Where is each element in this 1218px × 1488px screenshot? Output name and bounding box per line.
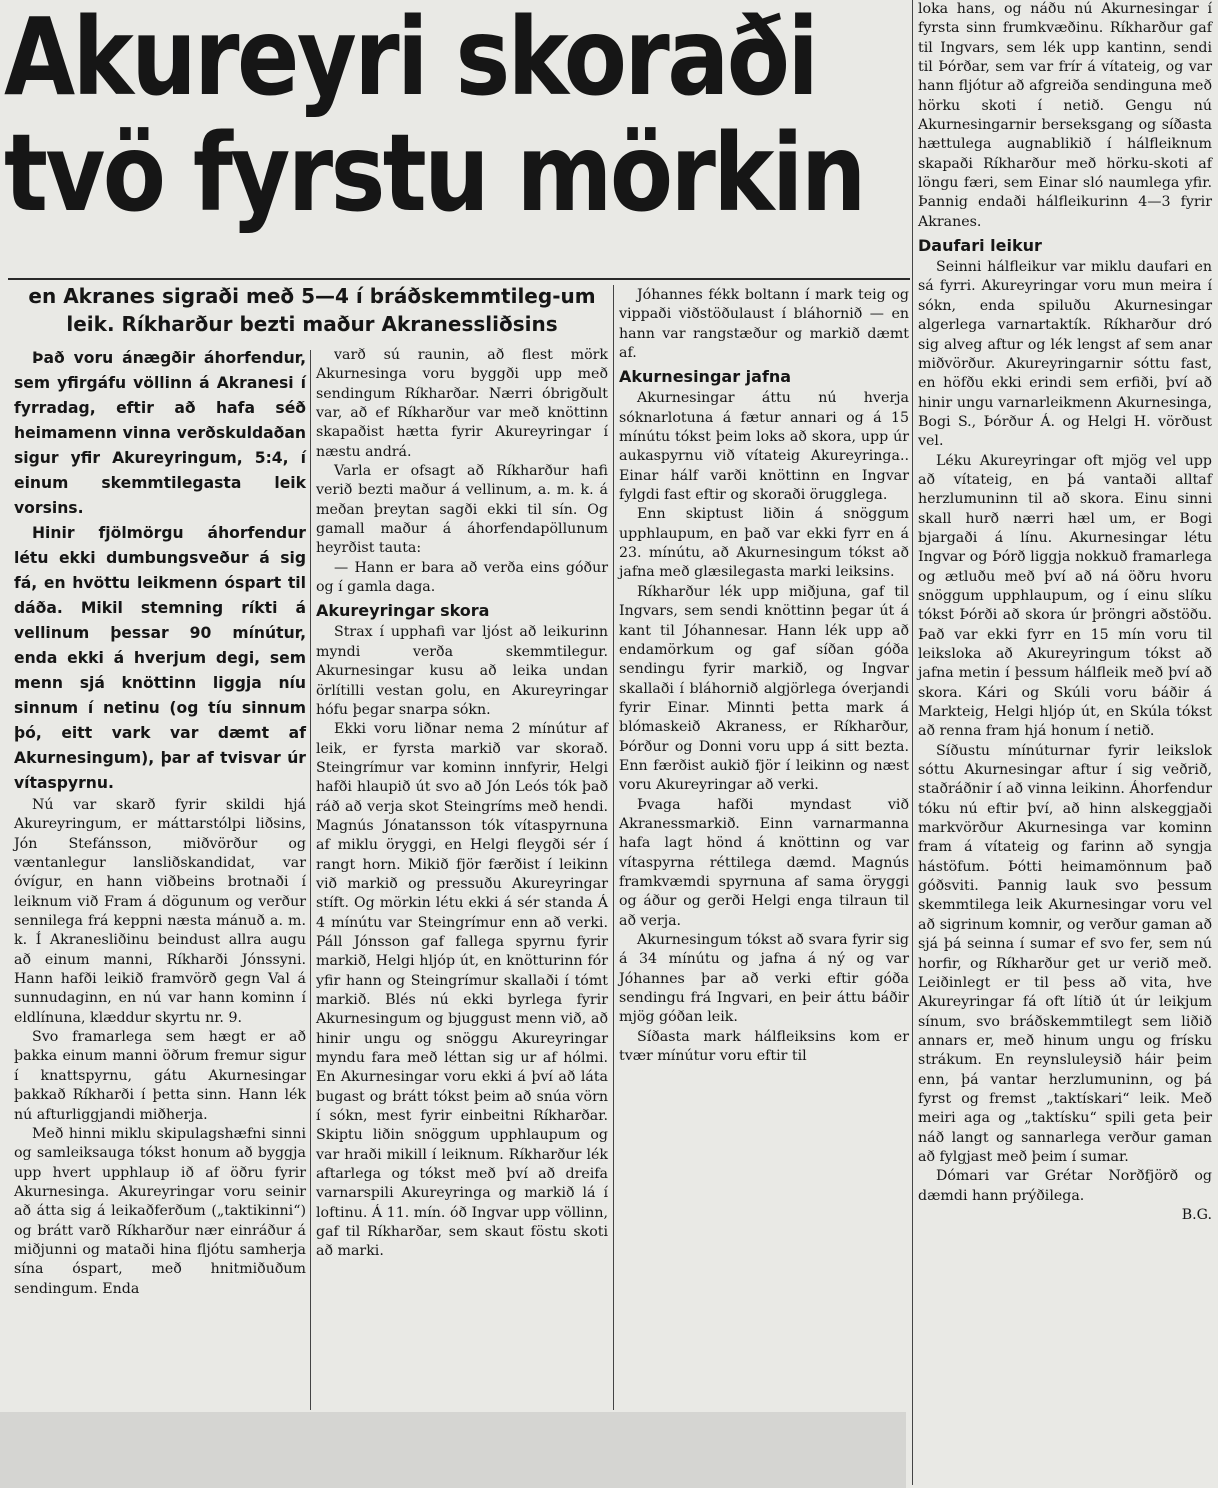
paragraph: Dómari var Grétar Norðfjörð og dæmdi hann prýðilega. [918, 1168, 1212, 1204]
paragraph: Ekki voru liðnar nema 2 mínútur af leik, er fyrsta markið var skorað. Steingrímur var kominn innfyrir, Helgi hafði hlaupið út svo að Jón Leós tók það ráð að verja skot Steingríms með hendi. Magnús Jónatansson tók vítaspyrnuna af miklu öryggi, en Helgi fleygði sér í rangt horn. Mikið fjör færðist í leikinn við markið og pressuðu Akureyringar stíft. Og mörkin létu ekki á sér standa Á 4 mínútu var Steingrímur enn að verki. Páll Jónsson gaf fallega spyrnu fyrir markið, Helgi hljóp út, en knötturinn fór yfir hann og Steingrímur skallaði í tómt markið. Blés nú ekki byrlega fyrir Akurnesingum og bjuggust menn við, að hinir ungu og snöggu Akureyringar myndu fara með léttan sig ur af hólmi. En Akurnesingar voru ekki á því að láta bugast og brátt tókst þeim að snúa vörn í sókn, mest fyrir einbeitni Ríkharðar. Skiptu liðin snöggum upphlaupum og var hraði mikill í leiknum. Ríkharður lék aftarlega og tókst með því að dreifa varnarspili Akureyringa og markið lá í loftinu. Á 11. mín. óð Ingvar upp völlinn, gaf til Ríkharðar, sem skaut föstu skoti að marki. [316, 721, 608, 1260]
section-heading-akureyringar-skora: Akureyringar skora [316, 601, 490, 621]
headline-line-2: tvö fyrstu mörkin [4, 112, 864, 236]
column-2 [316, 346, 608, 1262]
column-3 [619, 286, 909, 1066]
subheadline: en Akranes sigraði með 5—4 í bráðskemmtileg-um leik. Ríkharður bezti maður Akranessliðsins [28, 284, 596, 336]
headline-line-1: Akureyri skoraði [4, 0, 817, 120]
paragraph: Strax í upphafi var ljóst að leikurinn myndi verða skemmtilegur. Akurnesingar kusu að leika undan örlítilli vestan golu, en Akureyringar hófu þegar snarpa sókn. [316, 624, 608, 718]
lead-paragraph-2: Hinir fjölmörgu áhorfendur létu ekki dumbungsveður á sig fá, en hvöttu leikmenn óspart til dáða. Mikil stemning ríkti á vellinum þessar 90 mínútur, enda ekki á hverjum degi, sem menn sjá knöttinn liggja níu sinnum í netinu (og tíu sinnum þó, eitt vark var dæmt af Akurnesingum), þar af tvisvar úr vítaspyrnu. [14, 524, 306, 792]
lead-paragraph: Það voru ánægðir áhorfendur, sem yfirgáfu völlinn á Akranesi í fyrradag, eftir að hafa séð heimamenn vinna verðskuldaðan sigur yfir Akureyringum, 5:4, í einum skemmtilegasta leik vorsins. [14, 349, 306, 517]
paragraph: Jóhannes fékk boltann í mark teig og vippaði viðstöðulaust í bláhornið — en hann var rangstæður og markið dæmt af. [619, 287, 909, 362]
paragraph: Léku Akureyringar oft mjög vel upp að vítateig, en þá vantaði alltaf herzlumuninn til að skora. Einu sinni skall hurð nærri hæl um, er Bogi bjargaði á línu. Akurnesingar létu Ingvar og Þórð liggja nokkuð framarlega og ætluðu með því að ná öðru hvoru snöggum upphlaupum, og í einu slíku tókst Þórði að skora úr þröngri aðstöðu. Það var ekki fyrr en 15 mín voru til leiksloka að Akureyringum tókst að jafna metin í þessum hálfleik með því að skora. Kári og Skúli voru báðir á Markteig, Helgi hljóp út, en Skúla tókst að renna fram hjá honum í netið. [918, 452, 1212, 740]
author-signature: B.G. [1181, 1206, 1212, 1223]
paragraph: Með hinni miklu skipulagshæfni sinni og samleiksauga tókst honum að byggja upp hvert upphlaup ið af öðru fyrir Akurnesinga. Akureyringar voru seinir að átta sig á leikaðferðum („taktikinni“) og brátt varð Ríkharður nær einráður á miðjunni og mataði hina fljótu samherja sína óspart, með hnitmiðuðum sendingum. Enda [14, 1125, 306, 1297]
headline-rule [8, 278, 910, 280]
column-divider-1 [310, 350, 311, 1410]
column-divider-2 [613, 285, 614, 1410]
paragraph: Varla er ofsagt að Ríkharður hafi verið bezti maður á vellinum, a. m. k. á meðan þreytan sagði ekki til sín. Og gamall maður á áhorfendapöllunum heyrðist tauta: [316, 463, 608, 557]
column-1 [14, 346, 306, 1299]
paragraph: Nú var skarð fyrir skildi hjá Akureyringum, er máttarstólpi liðsins, Jón Stefánsson, miðvörður og væntanlegur lansliðskandidat, var óvígur, en hann viðbeins brotnaði í leiknum við Fram á dögunum og verður sennilega frá keppni næsta mánuð a. m. k. Í Akranesliðinu beindust allra augu að einum manni, Ríkharði Jónssyni. Hann hafði leikið framvörð gegn Val á sunnudaginn, en nú var hann kominn í eldlínuna, klæddur skyrtu nr. 9. [14, 797, 306, 1026]
paragraph: Síðasta mark hálfleiksins kom er tvær mínútur voru eftir til [619, 1028, 909, 1065]
section-heading-akurnesingar-jafna: Akurnesingar jafna [619, 367, 792, 387]
paragraph: varð sú raunin, að flest mörk Akurnesinga voru byggði upp með sendingum Ríkharðar. Nærri óbrigðult var, að ef Ríkharður var með knöttinn skapaðist hætta fyrir Akureyringar í næstu andrá. [316, 347, 608, 460]
paragraph: Síðustu mínúturnar fyrir leikslok sóttu Akurnesingar aftur í sig veðrið, staðráðnir í að vinna leikinn. Áhorfendur tóku nú eftir því, að hinn alskeggjaði markvörður Akurnesinga var kominn fram á vítateig og farinn að syngja hástöfum. Þótti heimamönnum það góðsviti. Þannig lauk svo þessum skemmtilega leik Akurnesingar voru vel að sigrinum komnir, og verður gaman að sjá þá seinna í sumar ef svo fer, sem nú horfir, og Ríkharður get ur verið með. Leiðinlegt er til þess að vita, hve Akureyringar fá oft lítið út úr leikjum sínum, svo bráðskemmtilegt sem liðið annars er, með hinum ungu og frísku strákum. En reynsluleysið háir þeim enn, þá vantar herzlumuninn, og þá fyrst og fremst „taktískari“ leik. Með meiri aga og „taktísku“ spili geta þeir náð langt og sannarlega verður gaman að fylgjast með þeim í sumar. [918, 742, 1212, 1165]
paragraph: Akurnesingum tókst að svara fyrir sig á 34 mínútu og jafna á ný og var Jóhannes þar að verki eftir góða sendingu frá Ingvari, en þeir áttu báðir mjög góðan leik. [619, 932, 909, 1026]
paragraph: Akurnesingar áttu nú hverja sóknarlotuna á fætur annari og á 15 mínútu tókst þeim loks að skora, upp úr aukaspyrnu við vítateig Akureyringa.. Einar hálf varði knöttinn en Ingvar fylgdi fast eftir og skoraði örugglega. [619, 390, 909, 504]
paragraph: Svo framarlega sem hægt er að þakka einum manni öðrum fremur sigur í knattspyrnu, gátu Akurnesingar þakkað Ríkharði í þetta sinn. Hann lék nú afturliggjandi miðherja. [14, 1029, 306, 1123]
column-divider-3 [912, 0, 913, 1485]
paragraph: Seinni hálfleikur var miklu daufari en sá fyrri. Akureyringar voru mun meira í sókn, enda spiluðu Akurnesingar algerlega varnartaktík. Ríkharður dró sig alveg aftur og lék lengst af sem anar miðvörður. Akureyringarnir sóttu fast, en höfðu ekki erindi sem erfiði, því að hinir ungu varnarleikmenn Akurnesinga, Bogi S., Þórður Á. og Helgi H. vörðust vel. [918, 259, 1212, 450]
column-4 [918, 0, 1212, 1225]
paragraph: Ríkharður lék upp miðjuna, gaf til Ingvars, sem sendi knöttinn þegar út á kant til Jóhannesar. Hann lék upp að endamörkum og gaf síðan góða sendingu fyrir markið, og Ingvar skallaði í bláhornið algjörlega óverjandi fyrir Einar. Minnti þetta mark á blómaskeið Akraness, er Ríkharður, Þórður og Donni voru upp á sitt bezta. Enn færðist aukið fjör í leikinn og næst voru Akureyringar að verki. [619, 583, 909, 794]
paragraph: Þvaga hafði myndast við Akranessmarkið. Einn varnarmanna hafa lagt hönd á knöttinn og var vítaspyrna réttilega dæmd. Magnús framkvæmdi spyrnuna af sama öryggi og áður og gerði Helgi enga tilraun til að verja. [619, 796, 909, 929]
section-heading-daufari-leikur: Daufari leikur [918, 236, 1042, 256]
paragraph: Enn skiptust liðin á snöggum upphlaupum, en það var ekki fyrr en á 23. mínútu, að Akurnesingum tókst að jafna með glæsilegasta marki leiksins. [619, 506, 909, 581]
headline [4, 0, 907, 236]
paragraph: loka hans, og náðu nú Akurnesingar í fyrsta sinn frumkvæðinu. Ríkharður gaf til Ingvars, sem lék upp kantinn, sendi til Þórðar, sem var frír á vítateig, og var hann fljótur að afgreiða sendinguna með hörku skoti í netið. Gengu nú Akurnesingarnir berseksgang og síðasta hættulega augnablikið í hálfleiknum skapaði Ríkharður með hörku-skoti af löngu færi, sem Einar sló naumlega yfir. Þannig endaði hálfleikurinn 4—3 fyrir Akranes. [918, 1, 1212, 230]
paragraph: — Hann er bara að verða eins góður og í gamla daga. [316, 559, 608, 596]
